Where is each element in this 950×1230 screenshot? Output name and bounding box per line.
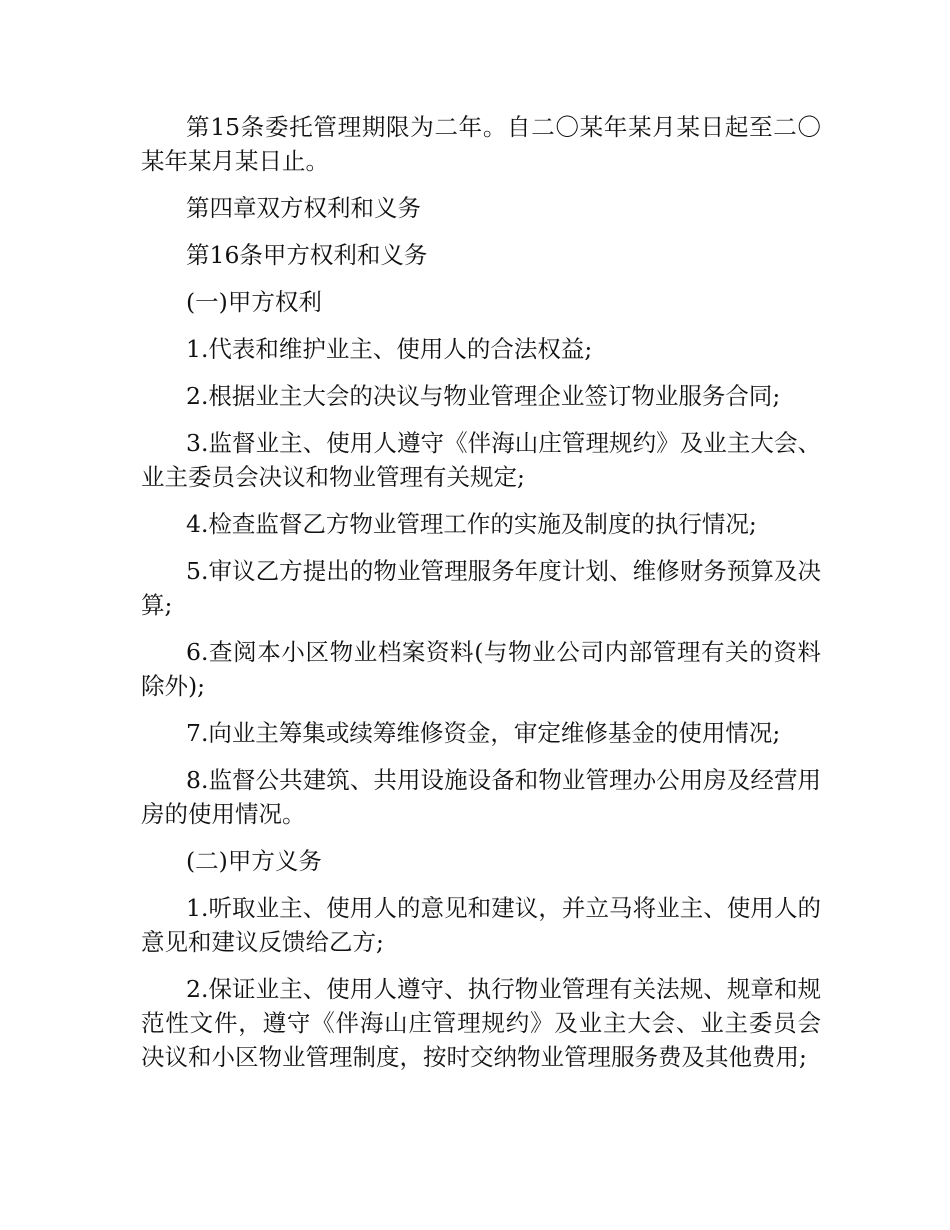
rights-item-1: 1.代表和维护业主、使用人的合法权益;	[186, 335, 593, 363]
obligations-item-1: 1.听取业主、使用人的意见和建议，并立马将业主、使用人的意见和建议反馈给乙方;	[141, 894, 821, 956]
rights-item-6: 6.查阅本小区物业档案资料(与物业公司内部管理有关的资料除外);	[141, 638, 821, 700]
paragraph-article-15-term: 第15条委托管理期限为二年。自二〇某年某月某日起至二〇某年某月某日止。	[141, 113, 821, 175]
section-party-a-rights-heading: (一)甲方权利	[186, 288, 322, 316]
article-16-heading: 第16条甲方权利和义务	[186, 241, 428, 269]
document-body	[141, 110, 821, 1087]
rights-item-2: 2.根据业主大会的决议与物业管理企业签订物业服务合同;	[186, 382, 781, 410]
rights-item-8: 8.监督公共建筑、共用设施设备和物业管理办公用房及经营用房的使用情况。	[141, 766, 821, 828]
rights-item-5: 5.审议乙方提出的物业管理服务年度计划、维修财务预算及决算;	[141, 557, 821, 619]
chapter-4-heading: 第四章双方权利和义务	[186, 194, 421, 222]
obligations-item-2: 2.保证业主、使用人遵守、执行物业管理有关法规、规章和规范性文件，遵守《伴海山庄管理规约》及业主大会、业主委员会决议和小区物业管理制度，按时交纳物业管理服务费及其他费用;	[141, 975, 821, 1071]
rights-item-4: 4.检查监督乙方物业管理工作的实施及制度的执行情况;	[186, 510, 757, 538]
rights-item-3: 3.监督业主、使用人遵守《伴海山庄管理规约》及业主大会、业主委员会决议和物业管理有关规定;	[141, 429, 821, 491]
rights-item-7: 7.向业主筹集或续筹维修资金，审定维修基金的使用情况;	[186, 719, 781, 747]
section-party-a-obligations-heading: (二)甲方义务	[186, 847, 322, 875]
